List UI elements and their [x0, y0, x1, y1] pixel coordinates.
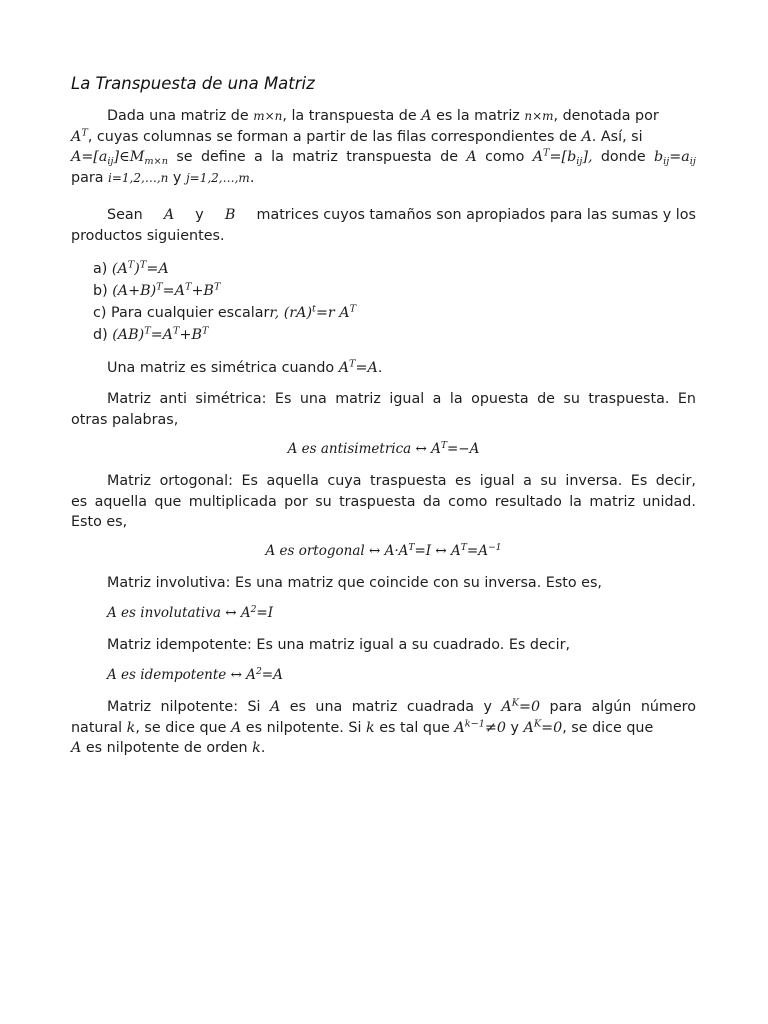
word: es	[71, 493, 88, 510]
paragraph-nilpotent	[71, 697, 696, 759]
properties-list	[93, 258, 493, 346]
word: opuesta	[471, 391, 529, 407]
paragraph-transpose-definition	[71, 106, 696, 188]
formula-orthogonal: A es ortogonal ↔ $A\cdot A^T=I$ ↔ $A^T=A^{-1}$	[265, 541, 502, 559]
word: anti	[159, 391, 187, 407]
word: matriz	[589, 493, 635, 510]
word: igual	[479, 473, 515, 489]
p1-line-3: $A=[a_{ij}]\in M_{m\times n}$ se define a la matriz transpuesta de A como $A^T=[b_{ij}]$, donde $b_{ij}=a_{ij}$	[71, 147, 696, 167]
orth-line-1	[71, 471, 696, 492]
paragraph-symmetric: Una matriz es simétrica cuando $A^T=A$.	[107, 358, 383, 376]
word: Es	[630, 473, 648, 489]
list-item-a: a) $(A^T)^T=A$	[93, 259, 169, 277]
p1-line-1: Dada una matriz de m×n, la transpuesta de A es la matriz n×m, denotada por	[107, 108, 659, 124]
word: inversa.	[565, 473, 623, 489]
word: simétrica:	[195, 391, 267, 407]
paragraph-antisymmetric	[71, 389, 696, 430]
word: de	[537, 391, 555, 407]
word: a	[523, 473, 532, 489]
word: a	[432, 391, 442, 407]
word: Matriz	[107, 473, 152, 489]
page-title: La Transpuesta de una Matriz	[71, 74, 315, 93]
word: En	[677, 391, 696, 407]
orth-line-2	[71, 492, 696, 513]
paragraph-matrices-intro	[71, 205, 696, 246]
word: unidad.	[642, 493, 696, 510]
paragraph-orthogonal	[71, 471, 696, 533]
word: su	[540, 473, 557, 489]
list-item-d: d) $(AB)^T=A^T+B^T$	[93, 325, 209, 343]
nil-line-3: A es nilpotente de orden k.	[71, 740, 266, 756]
p2-line-2: productos siguientes.	[71, 227, 225, 244]
orth-line-3: Esto es,	[71, 514, 128, 530]
word: decir,	[655, 473, 696, 489]
word: Matriz	[107, 391, 152, 407]
word: la	[449, 391, 463, 407]
word: Es	[241, 473, 258, 489]
list-item-c: c) Para cualquier escalarr, (rA)$^t$=r $A^T$	[93, 303, 357, 321]
word: como	[448, 493, 488, 510]
anti-line-1	[71, 389, 696, 410]
word: traspuesta	[339, 493, 416, 510]
p2-line-1: Sean A y B matrices cuyos tamaños son apropiados para las sumas y los	[107, 207, 696, 223]
word: igual	[389, 391, 425, 407]
formula-antisymmetric: A es antisimetrica ↔ $A^T=-A$	[287, 439, 480, 457]
word: una	[299, 391, 327, 407]
p1-line-2: $A^T$, cuyas columnas se forman a partir de las filas correspondientes de A. Así, si	[71, 127, 643, 145]
word: matriz	[335, 391, 381, 407]
formula-involutive: A es involutativa ↔ $A^2=I$	[107, 603, 274, 621]
word: su	[563, 391, 580, 407]
paragraph-idempotent: Matriz idempotente: Es una matriz igual a su cuadrado. Es decir,	[107, 637, 571, 653]
word: aquella	[94, 493, 148, 510]
word: cuya	[327, 473, 362, 489]
anti-line-2: otras palabras,	[71, 411, 179, 428]
word: Es	[274, 391, 292, 407]
word: su	[315, 493, 332, 510]
nil-line-2: natural k, se dice que A es nilpotente. Si k es tal que $A^{k-1}\ne 0$ y $A^K=0$, se dice que	[71, 718, 654, 736]
formula-idempotent: A es idempotente ↔ $A^2=A$	[107, 665, 283, 683]
word: la	[569, 493, 582, 510]
paragraph-involutive: Matriz involutiva: Es una matriz que coincide con su inversa. Esto es,	[107, 575, 602, 591]
word: ortogonal:	[159, 473, 233, 489]
word: da	[422, 493, 441, 510]
word: multiplicada	[188, 493, 277, 510]
word: que	[154, 493, 182, 510]
p1-line-4: para i=1,2,…,n y j=1,2,…,m.	[71, 169, 255, 186]
word: traspuesta	[370, 473, 447, 489]
list-item-b: b) $(A+B)^T=A^T+B^T$	[93, 281, 221, 299]
word: por	[284, 493, 308, 510]
word: resultado	[494, 493, 562, 510]
nil-line-1: Matriz nilpotente: Si A es una matriz cuadrada y $A^K=0$ para algún número	[107, 697, 696, 715]
word: traspuesta.	[588, 391, 670, 407]
word: aquella	[266, 473, 319, 489]
word: es	[454, 473, 472, 489]
